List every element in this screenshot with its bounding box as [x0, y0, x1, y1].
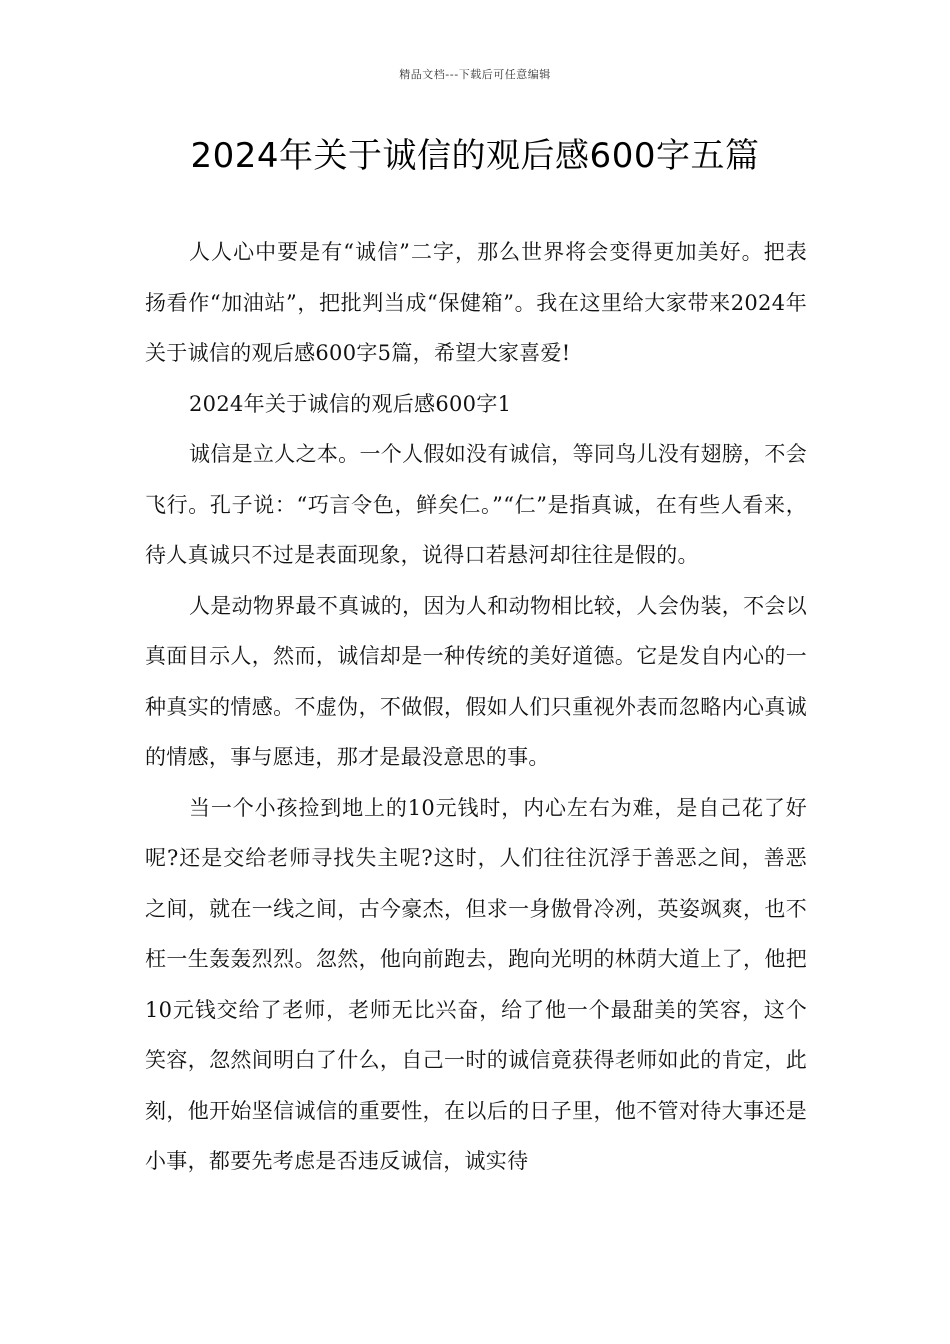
- header-note: 精品文档---下载后可任意编辑: [399, 68, 551, 81]
- section-heading: 2024年关于诚信的观后感600字1: [189, 391, 512, 416]
- paragraph: 人是动物界最不真诚的，因为人和动物相比较，人会伪装，不会以真面目示人，然而，诚信却是一种传统的美好道德。它是发自内心的一种真实的情感。不虚伪，不做假，假如人们只重视外表而忽略内心真诚的情感，事与愿违，那才是最没意思的事。: [145, 593, 807, 769]
- document-title: 2024年关于诚信的观后感600字五篇: [190, 136, 760, 176]
- paragraph: 诚信是立人之本。一个人假如没有诚信，等同鸟儿没有翅膀，不会飞行。孔子说：“巧言令色，鲜矣仁。”“仁”是指真诚，在有些人看来，待人真诚只不过是表面现象，说得口若悬河却往往是假的。: [145, 442, 807, 567]
- document-body: [145, 227, 807, 1187]
- paragraph-intro: 人人心中要是有“诚信”二字，那么世界将会变得更加美好。把表扬看作“加油站”，把批判当成“保健箱”。我在这里给大家带来2024年关于诚信的观后感600字5篇，希望大家喜爱!: [145, 240, 807, 365]
- paragraph: 当一个小孩捡到地上的10元钱时，内心左右为难，是自己花了好呢?还是交给老师寻找失主呢?这时，人们往往沉浮于善恶之间，善恶之间，就在一线之间，古今豪杰，但求一身傲骨冷冽，英姿飒爽，也不枉一生轰轰烈烈。忽然，他向前跑去，跑向光明的林荫大道上了，他把10元钱交给了老师，老师无比兴奋，给了他一个最甜美的笑容，这个笑容，忽然间明白了什么，自己一时的诚信竟获得老师如此的肯定，此刻，他开始坚信诚信的重要性，在以后的日子里，他不管对待大事还是小事，都要先考虑是否违反诚信，诚实待: [145, 795, 807, 1173]
